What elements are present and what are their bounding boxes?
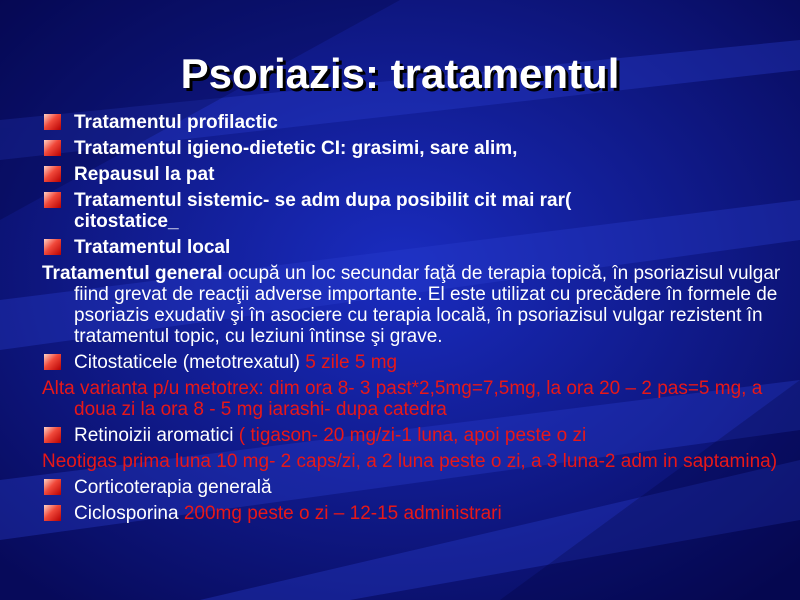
bullet-square-icon — [44, 239, 61, 255]
bullet-square-icon — [44, 192, 61, 208]
slide-title: Psoriazis: tratamentul — [180, 50, 620, 97]
bullet-text: Retinoizii aromatici — [74, 425, 239, 446]
bullet-square-icon — [44, 505, 61, 521]
bullet-item — [42, 425, 787, 446]
bullet-text: Repausul la pat — [74, 164, 215, 185]
bullet-text: Tratamentul igieno-dietetic CI: grasimi, sare alim, — [74, 138, 518, 159]
slide-content — [42, 112, 787, 529]
bullet-item — [42, 164, 787, 185]
bullet-item — [42, 112, 787, 133]
bullet-highlight: 200mg peste o zi – 12-15 administrari — [183, 503, 502, 524]
bullet-square-icon — [44, 140, 61, 156]
general-lead: Tratamentul general — [42, 263, 223, 284]
bullet-item — [42, 190, 634, 232]
bullet-text: Tratamentul local — [74, 237, 231, 258]
bullet-text: Ciclosporina — [74, 503, 184, 524]
bullet-item — [42, 237, 787, 258]
bullet-square-icon — [44, 166, 61, 182]
neotigas-paragraph: Neotigas prima luna 10 mg- 2 caps/zi, a 2 luna peste o zi, a 3 luna-2 adm in saptamina) — [42, 451, 778, 472]
bullet-item — [42, 503, 787, 524]
bullet-text: Citostaticele (metotrexatul) — [74, 352, 306, 373]
bullet-square-icon — [44, 479, 61, 495]
bullet-highlight: ( tigason- 20 mg/zi-1 luna, apoi peste o zi — [238, 425, 587, 446]
general-paragraph — [0, 263, 787, 347]
bullet-square-icon — [44, 427, 61, 443]
bullet-item — [42, 138, 787, 159]
bullet-highlight: 5 zile 5 mg — [305, 352, 398, 373]
bullet-text: Tratamentul sistemic- se adm dupa posibilit cit mai rar( citostatice_ — [74, 190, 572, 232]
bullet-item — [42, 352, 787, 373]
bullet-square-icon — [44, 114, 61, 130]
bullet-square-icon — [44, 354, 61, 370]
general-text: ocupă un loc secundar faţă de terapia topică, în psoriazisul vulgar fiind grevat de reacţii adverse importante. El este utilizat cu precădere în formele de psoriazis exudativ şi în asociere cu terapia locală, în psoriazisul vulgar rezistent în tratamentul topic, cu leziuni întinse şi grave. — [74, 263, 781, 347]
bullet-text: Tratamentul profilactic — [74, 112, 278, 133]
alta-varianta-paragraph: Alta varianta p/u metotrex: dim ora 8- 3 past*2,5mg=7,5mg, la ora 20 – 2 pas=5 mg, a doua zi la ora 8 - 5 mg iarashi- dupa catedra — [42, 378, 763, 420]
bullet-text: Corticoterapia generală — [74, 477, 272, 498]
bullet-item — [42, 477, 787, 498]
